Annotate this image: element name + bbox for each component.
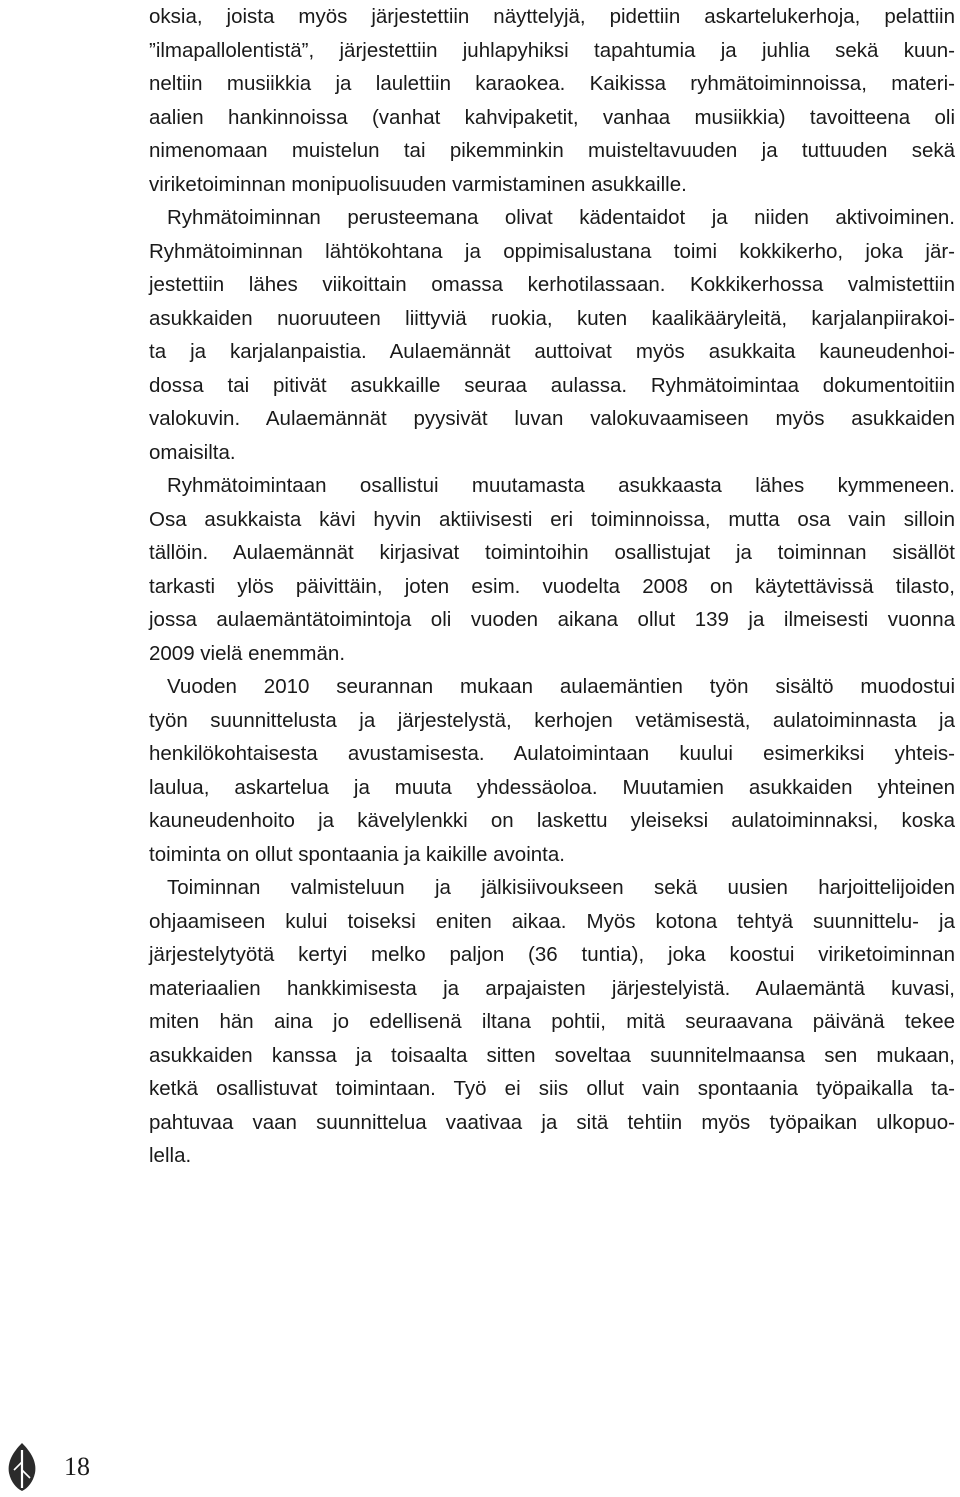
text-line: tarkasti ylös päivittäin, joten esim. vuodelta 2008 on käytettävissä tilasto, <box>149 574 955 598</box>
text-line: laulua, askartelua ja muuta yhdessäoloa. Muutamien asukkaiden yhteinen <box>149 775 955 799</box>
paragraph <box>149 201 955 469</box>
text-line: jossa aulaemäntätoimintoja oli vuoden aikana ollut 139 ja ilmeisesti vuonna <box>149 608 955 631</box>
text-line: lella. <box>149 1144 192 1167</box>
text-line: Ryhmätoiminnan perusteemana olivat kädentaidot ja niiden aktivoiminen. <box>167 206 955 229</box>
text-line: jestettiin lähes viikoittain omassa kerhotilassaan. Kokkikerhossa valmistettiin <box>149 273 955 296</box>
text-line: kauneudenhoito ja kävelylenkki on laskettu yleiseksi aulatoiminnaksi, koska <box>149 809 955 832</box>
paragraph <box>149 469 955 670</box>
text-line: omaisilta. <box>149 440 236 464</box>
text-line: asukkaiden kanssa ja toisaalta sitten soveltaa suunnitelmaansa sen mukaan, <box>149 1043 955 1067</box>
text-line: aalien hankinnoissa (vanhat kahvipaketit, vanhaa musiikkia) tavoitteena oli <box>149 105 955 129</box>
text-line: pahtuvaa vaan suunnittelua vaativaa ja sitä tehtiin myös työpaikan ulkopuo- <box>149 1110 955 1134</box>
text-line: 2009 vielä enemmän. <box>149 641 346 665</box>
text-line: Osa asukkaista kävi hyvin aktiivisesti eri toiminnoissa, mutta osa vain silloin <box>149 507 955 531</box>
page-number: 18 <box>64 1452 90 1481</box>
text-line: dossa tai pitivät asukkaille seuraa aulassa. Ryhmätoimintaa dokumentoitiin <box>149 373 955 397</box>
text-line: ketkä osallistuvat toimintaan. Työ ei siis ollut vain spontaania työpaikalla ta- <box>149 1077 955 1100</box>
text-line: Ryhmätoimintaan osallistui muutamasta asukkaasta lähes kymmeneen. <box>167 474 955 497</box>
text-line: Ryhmätoiminnan lähtökohtana ja oppimisalustana toimi kokkikerho, joka jär- <box>149 239 955 263</box>
text-line: järjestelytyötä kertyi melko paljon (36 tuntia), joka koostui viriketoiminnan <box>149 943 955 966</box>
text-line: neltiin musiikkia ja laulettiin karaokea. Kaikissa ryhmätoiminnoissa, materi- <box>149 72 955 95</box>
text-line: asukkaiden nuoruuteen liittyviä ruokia, kuten kaalikääryleitä, karjalanpiirakoi- <box>149 306 955 330</box>
text-line: oksia, joista myös järjestettiin näyttelyjä, pidettiin askartelukerhoja, pelattiin <box>149 5 955 28</box>
text-line: Toiminnan valmisteluun ja jälkisiivoukseen sekä uusien harjoittelijoiden <box>167 876 955 899</box>
paragraph <box>149 670 955 871</box>
text-line: ta ja karjalanpaistia. Aulaemännät auttoivat myös asukkaita kauneudenhoi- <box>149 340 955 363</box>
text-line: työn suunnittelusta ja järjestelystä, kerhojen vetämisestä, aulatoiminnasta ja <box>149 708 955 732</box>
leaf-logo-icon <box>4 1442 40 1492</box>
text-line: tällöin. Aulaemännät kirjasivat toimintoihin osallistujat ja toiminnan sisällöt <box>149 541 955 564</box>
text-line: nimenomaan muistelun tai pikemminkin muisteltavuuden ja tuttuuden sekä <box>149 139 955 162</box>
text-line: toiminta on ollut spontaania ja kaikille avointa. <box>149 842 565 866</box>
text-line: henkilökohtaisesta avustamisesta. Aulatoimintaan kuului esimerkiksi yhteis- <box>149 742 955 765</box>
text-line: valokuvin. Aulaemännät pyysivät luvan valokuvaamiseen myös asukkaiden <box>149 407 955 430</box>
text-line: materiaalien hankkimisesta ja arpajaisten järjestelyistä. Aulaemäntä kuvasi, <box>149 976 955 1000</box>
paragraph <box>149 871 955 1173</box>
text-line: ohjaamiseen kului toiseksi eniten aikaa. Myös kotona tehtyä suunnittelu- ja <box>149 909 955 933</box>
text-line: viriketoiminnan monipuolisuuden varmistaminen asukkaille. <box>149 172 687 196</box>
text-line: ”ilmapallolentistä”, järjestettiin juhlapyhiksi tapahtumia ja juhlia sekä kuun- <box>149 38 955 62</box>
text-line: miten hän aina jo edellisenä iltana pohtii, mitä seuraavana päivänä tekee <box>149 1010 955 1033</box>
body-text <box>149 0 955 1173</box>
paragraph <box>149 0 955 201</box>
text-line: Vuoden 2010 seurannan mukaan aulaemäntien työn sisältö muodostui <box>167 675 955 698</box>
